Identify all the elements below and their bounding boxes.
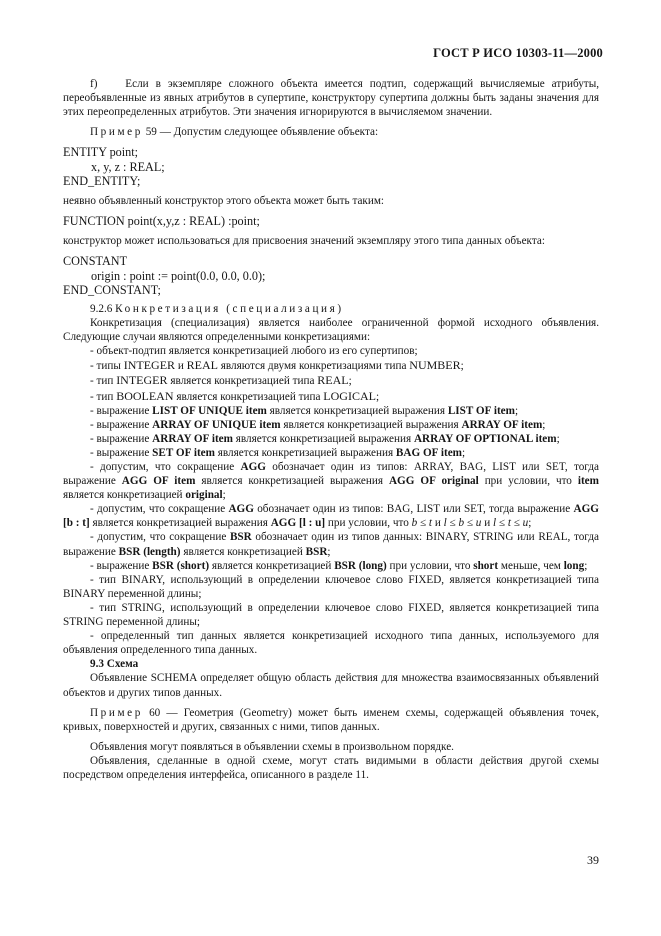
section-title: Конкретизация (специализация)	[115, 302, 344, 315]
section-number: 9.2.6	[90, 302, 113, 315]
code-line: END_ENTITY;	[63, 173, 141, 188]
standard-header: ГОСТ Р ИСО 10303-11—2000	[433, 46, 603, 60]
code-line: FUNCTION point(x,y,z : REAL) :point;	[63, 214, 260, 229]
list-item: - выражение ARRAY OF UNIQUE item является конкретизацией выражения ARRAY OF item;	[90, 418, 546, 431]
example-59	[63, 125, 599, 139]
list-item: - выражение BSR (short) является конкретизацией BSR (long) при условии, что short меньше, чем long;	[90, 559, 588, 572]
list-item: - допустим, что сокращение AGG обозначает один из типов: BAG, LIST или SET, тогда выражение AGG [b : t] является конкретизацией выражения AGG [l : u] при условии, что b ≤ t и l ≤ b ≤ u и l ≤ t ≤ u;	[63, 503, 599, 530]
code-line: x, y, z : REAL;	[91, 159, 165, 174]
section-9-3-heading: 9.3 Схема	[90, 658, 139, 671]
list-label: f)	[90, 78, 98, 90]
list-item: - допустим, что сокращение BSR обозначает один из типов данных: BINARY, STRING или REAL, тогда выражение BSR (length) является конкретизацией BSR;	[63, 531, 599, 558]
paragraph-visible: Объявления, сделанные в одной схеме, могут стать видимыми в области действия другой схемы посредством определения интерфейса, описанного в разделе 11.	[63, 754, 599, 781]
example-text: 60 — Геометрия (Geometry) может быть именем схемы, содержащей объявления точек, кривых, поверхностей и других, связанных с ними, типов данных.	[63, 706, 600, 733]
paragraph-text: Если в экземпляре сложного объекта имеется подтип, содержащий вычисляемые атрибуты, переобъявленные из явных атрибутов в супертипе, конструктору супертипа должны быть заданы значения для этих переопределенных атрибутов. Эти значения игнорируются в вычисляемом значении.	[63, 78, 600, 119]
list-item: - допустим, что сокращение AGG обозначает один из типов: ARRAY, BAG, LIST или SET, тогда выражение AGG OF item является конкретизацией выражения AGG OF original при условии, что item является конкретизацией original;	[63, 461, 599, 502]
list-item: - типы INTEGER и REAL являются двумя конкретизациями типа NUMBER;	[90, 358, 464, 373]
example-60	[63, 706, 599, 734]
list-item: - выражение ARRAY OF item является конкретизацией выражения ARRAY OF OPTIONAL item;	[90, 432, 560, 445]
code-line: ENTITY point;	[63, 145, 139, 160]
page-content	[63, 77, 599, 782]
page-number: 39	[587, 853, 599, 867]
list-item: - выражение SET OF item является конкретизацией выражения BAG OF item;	[90, 446, 466, 459]
example-label: Пример	[90, 126, 143, 139]
example-text: 59 — Допустим следующее объявление объекта:	[145, 126, 379, 139]
list-item: - выражение LIST OF UNIQUE item является конкретизацией выражения LIST OF item;	[90, 404, 519, 417]
paragraph-f	[63, 77, 599, 119]
list-item: - определенный тип данных является конкретизацией исходного типа данных, используемого для объявления определенного типа данных.	[63, 630, 599, 657]
paragraph-concretization: Конкретизация (специализация) является наиболее ограниченной формой исходного объявления. Следующие случаи являются определенными конкретизациями:	[63, 317, 599, 344]
list-item: - объект-подтип является конкретизацией любого из его супертипов;	[90, 345, 418, 358]
list-item: - тип INTEGER является конкретизацией типа REAL;	[90, 373, 352, 388]
paragraph-schema: Объявление SCHEMA определяет общую область действия для множества взаимосвязанных объявлений объектов и других типов данных.	[63, 672, 599, 699]
code-line: origin : point := point(0.0, 0.0, 0.0);	[91, 268, 266, 283]
example-label: Пример	[90, 706, 143, 719]
section-9-2-6-heading	[63, 302, 599, 316]
paragraph-constructor: конструктор может использоваться для присвоения значений экземпляру этого типа данных объекта:	[63, 235, 545, 248]
list-item: - тип STRING, использующий в определении ключевое слово FIXED, является конкретизацией типа STRING переменной длины;	[63, 601, 599, 629]
code-line: CONSTANT	[63, 254, 128, 269]
code-line: END_CONSTANT;	[63, 282, 161, 297]
list-item: - тип BOOLEAN является конкретизацией типа LOGICAL;	[90, 388, 380, 403]
list-item: - тип BINARY, использующий в определении ключевое слово FIXED, является конкретизацией типа BINARY переменной длины;	[63, 573, 599, 600]
paragraph-any-order: Объявления могут появляться в объявлении схемы в произвольном порядке.	[90, 740, 454, 753]
paragraph-implicit: неявно объявленный конструктор этого объекта может быть таким:	[63, 194, 385, 207]
